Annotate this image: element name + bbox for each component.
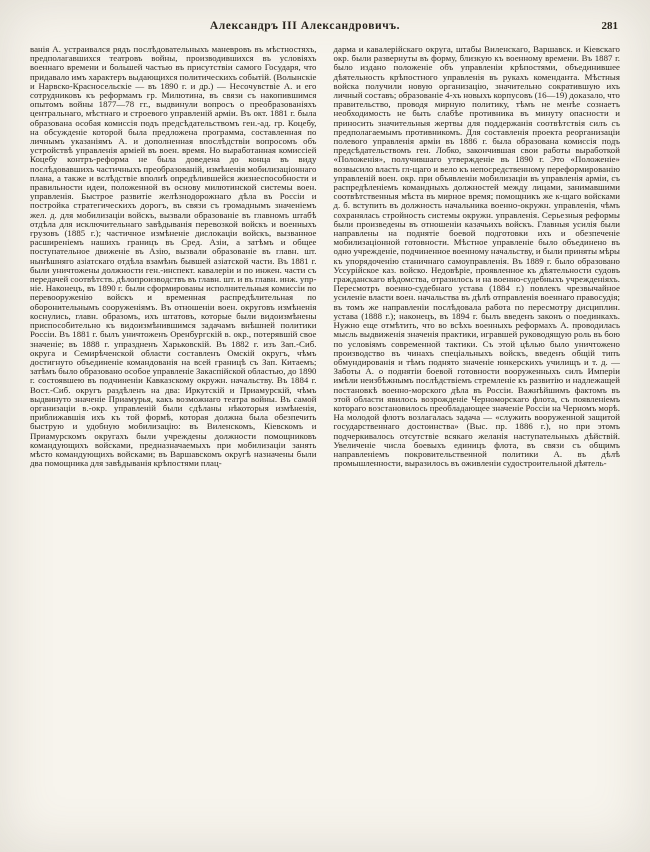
page-header — [30, 20, 620, 36]
running-title: Александръ III Александровичъ. — [209, 20, 401, 32]
text-column-right: дарма и кавалерійскаго округа, штабы Виленскаго, Варшавск. и Кіевскаго окр. были развернуты въ форму, близкую къ военному времени. Въ 1887 г. было издано положеніе объ управленіи крѣпостями, объединившее дѣятельность крѣпостного управленія въ рукахъ коменданта. Мѣстныя войска получили новую организацію, значительно сократившую ихъ личный составъ; образованіе 4-хъ новыхъ корпусовъ (16—19) доказало, что правительство, проводя мирную политику, тѣмъ не менѣе сознаетъ необходимость не быть слабѣе противника въ минуту опасности и приносить значительныя жертвы для поддержанія соотвѣтствія силъ съ предполагаемымъ противникомъ. Для составленія проекта реорганизаціи полевого управленія арміи въ 1886 г. была образована комиссія подъ предсѣдательствомъ ген. Лобко, закончившая свои работы выработкой «Положенія», получившаго утвержденіе въ 1890 г. Это «Положеніе» возвысило власть гл-щаго и вело къ непосредственному переформированію управленій воен. окр. при объявленіи мобилизаціи въ управленія арміи, съ распредѣленіемъ командныхъ должностей между лицами, занимавшими соотвѣтственныя мѣста въ мирное время; помощникъ же к-щаго войсками д. б. вступить въ должность начальника военно-окружн. управленія, чѣмъ сохранялась стройность системы окружн. управленія. Серьезныя реформы были произведены въ отношеніи казачьихъ войскъ. Главныя усилія были направлены на поднятіе боевой подготовки ихъ и обезпеченіе мобилизаціонной готовности. Мѣстное управленіе было объединено въ одно учрежденіе, подчиненное военному начальству, и были приняты мѣры къ упорядоченію станичнаго самоуправленія. Въ 1889 г. было образовано Уссурійское каз. войско. Недовѣріе, проявленное къ дѣятельности судовъ гражданскаго вѣдомства, отразилось и на военно-судебныхъ учрежденіяхъ. Пересмотръ военно-судебнаго устава (1884 г.) повлекъ чрезвычайное усиленіе власти воен. начальства въ дѣлѣ отправленія военнаго правосудія; въ томъ же направленіи послѣдовала работа по пересмотру дисциплин. устава (1888 г.); наконецъ, въ 1894 г. былъ введенъ законъ о поединкахъ. Нужно еще отмѣтить, что во всѣхъ военныхъ реформахъ А. проводилась мысль выдвиженія значенія практики, игравшей руководящую роль въ бою по условіямъ современной тактики. Съ этой цѣлью было уничтожено производство въ чинахъ спеціальныхъ войскъ, введенъ общій типъ обмундированія и тѣмъ поднято значеніе юнкерскихъ училищъ и т. д. — Заботы А. о поднятіи боевой готовности вооруженныхъ силъ Имперіи имѣли неизбѣжнымъ послѣдствіемъ стремленіе къ развитію и надлежащей постановкѣ военно-морского дѣла въ Россіи. Важнѣйшимъ фактомъ въ этой области явилось возрожденіе Черноморскаго флота, съ появленіемъ котораго возстановилось преобладающее значеніе Россіи на Черномъ морѣ. На молодой флотъ возлагалась задача — «служить вооруженной защитой государственнаго достоинства» (Выс. пр. 1886 г.), но при этомъ подчеркивалось отсутствіе всякаго желанія наступательныхъ дѣйствій. Увеличеніе числа боевыхъ единицъ флота, въ связи съ общимъ направленіемъ покровительственной политики А. въ дѣлѣ промышленности, выразилось въ оживленіи судостроительной дѣятель- — [333, 44, 620, 469]
text-column-left: ванія А. устраивался рядъ послѣдовательныхъ маневровъ въ мѣстностяхъ, предполагавшихся театровъ войны, производившихся въ условіяхъ военнаго времени и большей частью въ присутствіи самого Государя, что придавало имъ характеръ выдающихся политическихъ событій. (Волынскіе и Нарвско-Красносельскіе — въ 1890 г. и др.) — Несочувствіе А. и его сотрудниковъ къ реформамъ гр. Милютина, въ связи съ накопившимся опытомъ войны 1877—78 гг., выдвинули вопросъ о преобразованіяхъ центральнаго, мѣстнаго и строевого управленій арміи. Въ окт. 1881 г. была образована особая комиссія подъ предсѣдательствомъ ген.-ад. гр. Коцебу, на обсужденіе которой была предложена программа, составленная по личнымъ указаніямъ А. и дополненная впослѣдствіи вопросомъ объ устройствѣ управленія арміей въ воен. время. Но выработанная комиссіей Коцебу контръ-реформа не была доведена до конца въ виду послѣдовавшихъ частичныхъ преобразованій, измѣненія мобилизаціоннаго плана, а также и вслѣдствіе вполнѣ опредѣлившейся жизнеспособности и правильности идеи, положенной въ основу милютинской системы воен. управленія. Быстрое развитіе желѣзнодорожнаго дѣла въ Россіи и постройка стратегическихъ дорогъ, въ связи съ громаднымъ значеніемъ жел. д. для мобилизаціи войскъ, вызвали образованіе въ главномъ штабѣ отдѣла для исключительнаго завѣдыванія перевозкой войскъ и военныхъ грузовъ (1885 г.); частичное измѣненіе дислокаціи войскъ, вызванное расширеніемъ нашихъ границъ въ Сред. Азіи, а затѣмъ и общее поступательное движеніе въ Азію, вызвали образованіе въ главн. шт. нынѣшняго азіатскаго отдѣла взамѣнъ бывшей азіатской части. Въ 1881 г. были уничтожены должности ген.-инспект. кавалеріи и по инжен. части съ передачей соотвѣтств. дѣлопроизводствъ въ главн. шт. и въ главн. инж. упр-ніе. Наконецъ, въ 1890 г. были сформированы исполнительныя комиссіи по перевооруженію войскъ и временная распредѣлительная по оборонительнымъ сооруженіямъ. Въ отношеніи воен. округовъ измѣненія коснулись, главн. образомъ, ихъ штатовъ, которые были видоизмѣнены приспособительно къ видоизмѣнившимся задачамъ внѣшней политики Россіи. Въ 1881 г. былъ уничтоженъ Оренбургскій в. окр., потерявшій свое значеніе; въ 1888 г. упраздненъ Харьковскій. Въ 1882 г. изъ Зап.-Сиб. округа и Семирѣченской области составленъ Омскій округъ, чѣмъ достигнуто объединеніе командованія на всей границѣ съ Зап. Китаемъ; затѣмъ было образовано особое управленіе Закаспійской областью, до 1890 г. состоявшею въ подчиненіи Кавказскому окружн. начальству. Въ 1884 г. Вост.-Сиб. округъ раздѣленъ на два: Иркутскій и Приамурскій, чѣмъ выдвинуто значеніе Приамурья, какъ возможнаго театра войны. Въ самой организаціи в.-окр. управленій были сдѣланы нѣкоторыя измѣненія, приближавшія ихъ къ той формѣ, которая должна была обезпечить быструю и удобную мобилизацію: въ Виленскомъ, Кіевскомъ и Приамурскомъ округахъ были учреждены должности помощниковъ командующихъ войсками, предназначаемыхъ при мобилизаціи занять мѣсто командующихъ войсками; въ Варшавскомъ округѣ назначены были два помощника для завѣдыванія крѣпостями плац- — [30, 44, 317, 469]
article-body — [30, 45, 620, 468]
page-number: 281 — [601, 20, 618, 32]
